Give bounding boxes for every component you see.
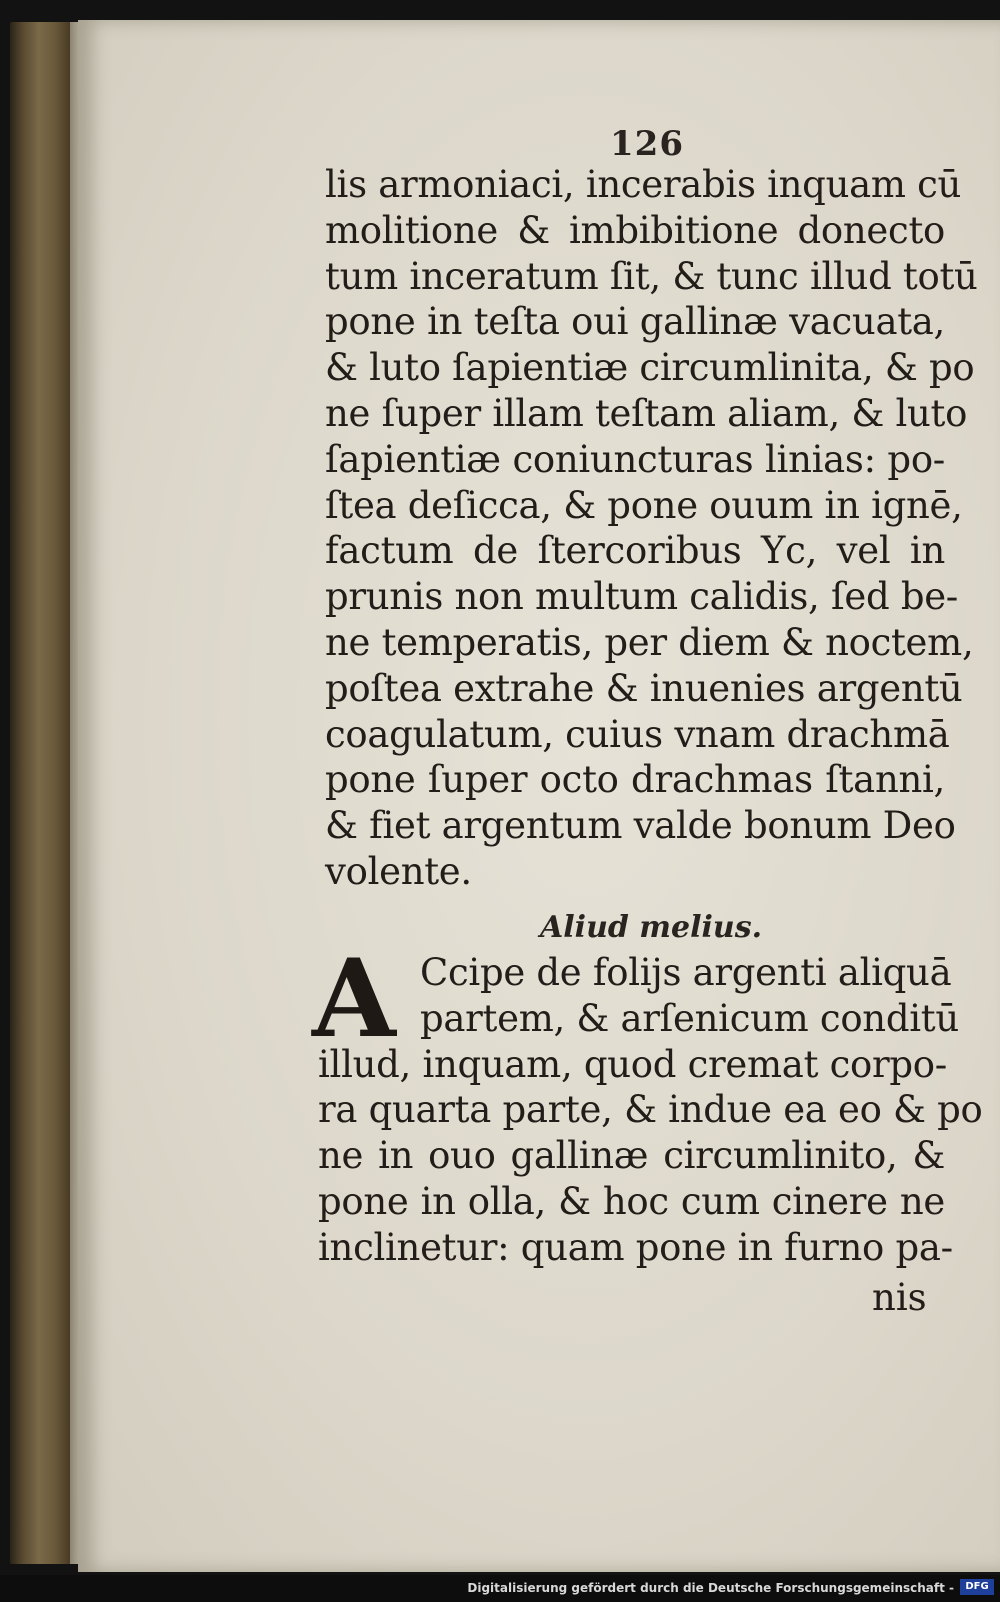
text-line: molitione & imbibitione donecto [325, 208, 945, 252]
text-line: inclinetur: quam pone in furno pa- [318, 1225, 953, 1269]
text-line: ſapientiæ coniuncturas linias: po- [325, 437, 945, 481]
paragraph-2 [312, 936, 983, 1271]
catchword: nis [872, 1276, 927, 1319]
text-line: Ccipe de folijs argenti aliquā [420, 951, 952, 994]
text-line: illud, inquam, quod cremat corpo- [318, 1042, 947, 1086]
funding-credit: Digitalisierung gefördert durch die Deutsche Forschungsgemeinschaft - [467, 1581, 954, 1595]
paragraph-1 [325, 162, 978, 895]
text-line: ne temperatis, per diem & noctem, [325, 620, 974, 664]
text-line: volente. [325, 849, 472, 893]
drop-cap-initial: A [312, 936, 396, 1062]
footer-band [0, 1575, 1000, 1602]
text-line: ra quarta parte, & indue ea eo & po [318, 1088, 983, 1132]
dfg-logo: DFG [960, 1579, 994, 1595]
text-line: ſtea deſicca, & pone ouum in ignē, [325, 483, 963, 527]
text-line: ne in ouo gallinæ circumlinito, & [318, 1134, 945, 1178]
text-line: pone ſuper octo drachmas ſtanni, [325, 758, 945, 802]
text-line: lis armoniaci, incerabis inquam cū [325, 163, 962, 206]
text-line: tum inceratum ſit, & tunc illud totū [325, 254, 978, 298]
text-line: pone in teſta oui gallinæ vacuata, [325, 300, 945, 344]
text-line: & fiet argentum valde bonum Deo [325, 804, 956, 848]
section-heading: Aliud melius. [540, 910, 763, 945]
book-edge [10, 22, 82, 1564]
text-line: ne ſuper illam teſtam aliam, & luto [325, 391, 968, 435]
text-line: pone in olla, & hoc cum cinere ne [318, 1179, 945, 1223]
text-line: prunis non multum calidis, ſed be- [325, 575, 959, 619]
text-line: & luto ſapientiæ circumlinita, & po [325, 346, 975, 390]
text-line: partem, & arſenicum conditū [420, 996, 959, 1040]
text-line: factum de ſtercoribus Yc, vel in [325, 529, 945, 573]
text-line: coagulatum, cuius vnam drachmā [325, 712, 950, 756]
page-number: 126 [610, 124, 684, 164]
text-line: poſtea extrahe & inuenies argentū [325, 666, 963, 710]
